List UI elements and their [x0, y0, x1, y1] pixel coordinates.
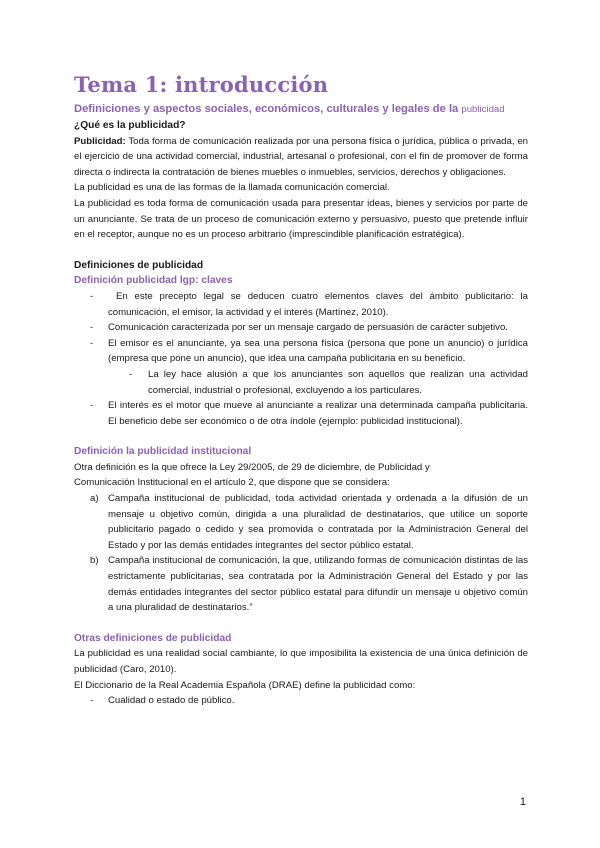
list-item: - Cualidad o estado de público. — [74, 693, 528, 709]
subtitle-tail: publicidad — [461, 104, 505, 115]
document-page — [74, 72, 528, 709]
other-paragraph-2: El Diccionario de la Real Academia Española (DRAE) define la publicidad como: — [74, 679, 416, 691]
definition-paragraph — [74, 134, 528, 181]
list-marker: a) — [90, 493, 99, 505]
lgp-sublist — [74, 367, 528, 398]
list-item: - En este precepto legal se deducen cuatro elementos claves del ámbito publicitario: la comunicación, el emisor, la actividad y el interés (Martínez, 2010). — [74, 289, 528, 320]
list-item-text: Campaña institucional de comunicación, la que, utilizando formas de comunicación distintas de las estrictamente publicitarias, sea contratada por la Administración General del Estado y por las demás entidades integrantes del sector público estatal para difundir un mensaje u objetivo común a una pluralidad de destinatarios.” — [108, 555, 528, 614]
other-paragraph-1: La publicidad es una realidad social cambiante, lo que imposibilita la existencia de una única definición de publicidad (Caro, 2010). — [74, 648, 528, 675]
paragraph-1: La publicidad es una de las formas de la llamada comunicación comercial. — [74, 182, 390, 194]
definition-label: Publicidad: — [74, 135, 126, 147]
definitions-heading: Definiciones de publicidad — [74, 259, 204, 271]
list-item — [74, 553, 528, 615]
lgp-list-end — [74, 398, 528, 429]
page-number: 1 — [519, 796, 526, 808]
subtitle-main: Definiciones y aspectos sociales, económicos, culturales y legales de la — [74, 103, 459, 115]
list-item: - Comunicación caracterizada por ser un mensaje cargado de persuasión de carácter subjetivo. — [74, 320, 528, 336]
list-item: - El emisor es el anunciante, ya sea una persona física (persona que pone un anuncio) o jurídica (empresa que pone un anuncio), que idea una campaña publicitaria en su beneficio. — [74, 336, 528, 367]
lgp-heading: Definición publicidad lgp: claves — [74, 275, 233, 287]
question-heading: ¿Qué es la publicidad? — [74, 120, 186, 131]
section-subtitle — [74, 103, 528, 115]
other-definitions-heading: Otras definiciones de publicidad — [74, 632, 232, 644]
page-title: Tema 1: introducción — [74, 72, 329, 97]
list-item: - El interés es el motor que mueve al anunciante a realizar una determinada campaña publicitaria. El beneficio debe ser económico o de otra índole (ejemplo: publicidad institucional). — [74, 398, 528, 429]
institutional-intro-1: Otra definición es la que ofrece la Ley 29/2005, de 29 de diciembre, de Publicidad y — [74, 461, 430, 473]
list-marker: b) — [90, 555, 99, 567]
institutional-intro-2: Comunicación Institucional en el artículo 2, que dispone que se considera: — [74, 477, 390, 489]
institutional-list — [74, 491, 528, 616]
drae-list — [74, 693, 528, 709]
institutional-heading: Definición la publicidad institucional — [74, 446, 252, 458]
list-item: - La ley hace alusión a que los anunciantes son aquellos que realizan una actividad comercial, industrial o profesional, excluyendo a los particulares. — [74, 367, 528, 398]
list-item — [74, 491, 528, 553]
definition-text: Toda forma de comunicación realizada por una persona física o jurídica, pública o privada, en el ejercicio de una actividad comercial, industrial, artesanal o profesional, con el fin de promover de forma directa o indirecta la contratación de bienes muebles o inmuebles, servicios, derechos y obligaciones. — [74, 135, 528, 178]
lgp-list — [74, 289, 528, 367]
list-item-text: Campaña institucional de publicidad, toda actividad orientada y ordenada a la difusión de un mensaje u objetivo común, dirigida a una pluralidad de destinatarios, que utilice un soporte publicitario pagado o cedido y sea promovida o contratada por la Administración General del Estado y por las demás entidades integrantes del sector público estatal. — [108, 493, 528, 551]
paragraph-2: La publicidad es toda forma de comunicación usada para presentar ideas, bienes y servicios por parte de un anunciante. Se trata de un proceso de comunicación externo y persuasivo, puesto que pretende influir en el receptor, aunque no es un proceso arbitrario (imprescindible planificación estratégica). — [74, 197, 528, 241]
